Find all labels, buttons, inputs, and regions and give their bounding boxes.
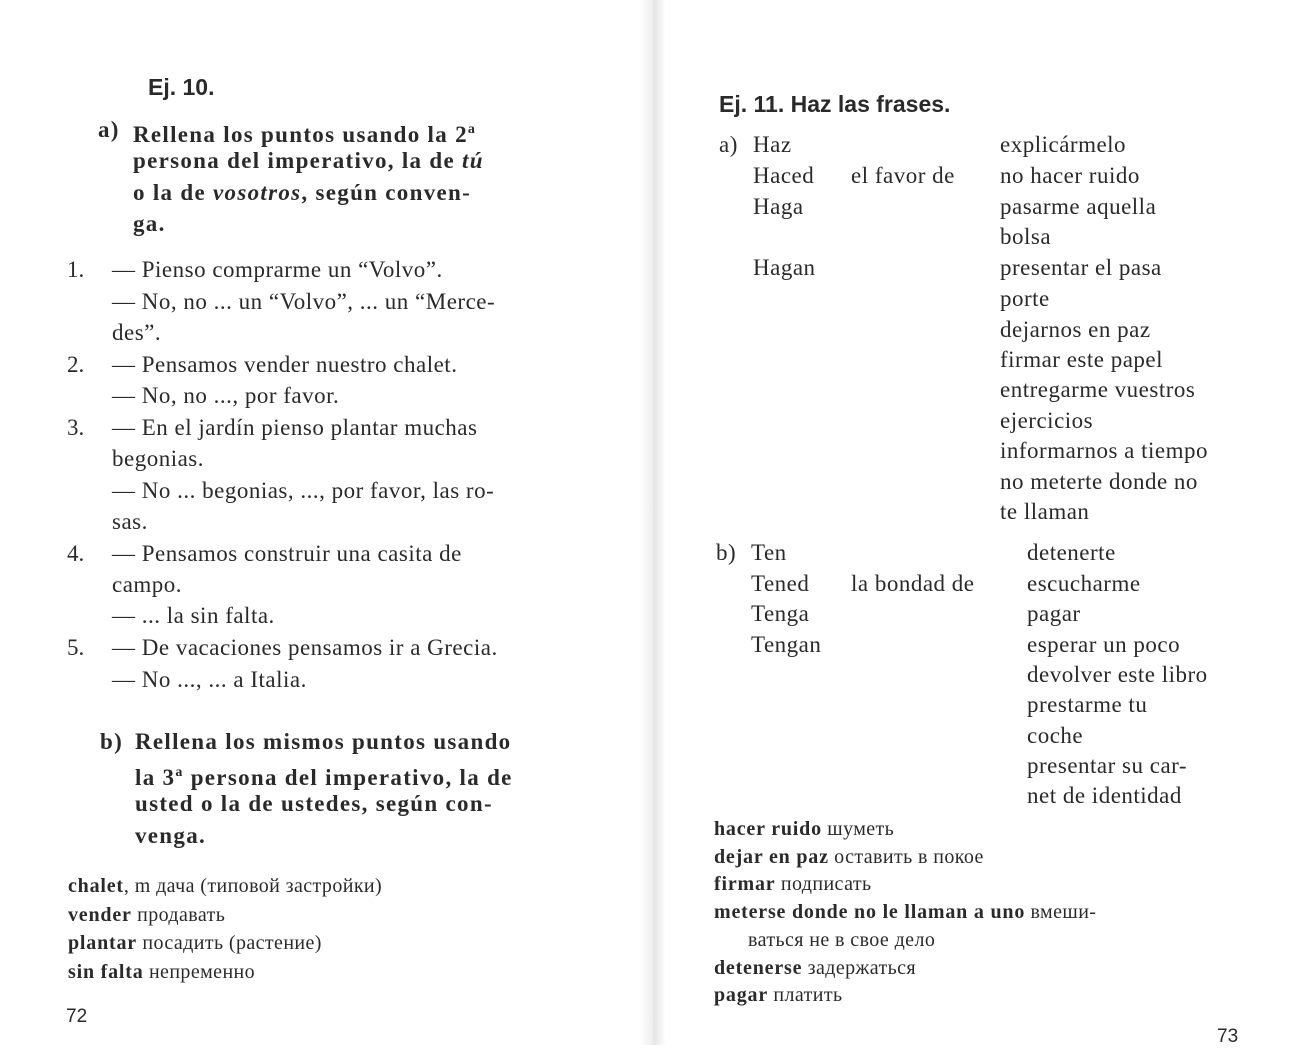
ending-line: te llaman xyxy=(1000,499,1090,524)
item-line: — Pienso comprarme un “Volvo”. xyxy=(112,257,443,282)
ending-line: net de identidad xyxy=(1027,783,1182,808)
item-number: 5. xyxy=(67,635,85,660)
item-line: — No, no ..., por favor. xyxy=(112,383,340,408)
instruction-line: ga. xyxy=(133,211,166,236)
instruction-line: Rellena los mismos puntos usando xyxy=(135,729,512,754)
verb-form: Haced xyxy=(753,163,815,188)
middle-phrase: el favor de xyxy=(851,163,955,188)
part-marker: b) xyxy=(716,540,737,565)
ending-line: detenerte xyxy=(1027,540,1116,565)
instruction-line: persona del imperativo, la de tú xyxy=(133,148,484,173)
part-marker: a) xyxy=(719,132,738,157)
ending-line: pasarme aquella xyxy=(1000,194,1157,219)
ending-line: no meterte donde no xyxy=(1000,469,1198,494)
part-marker: b) xyxy=(100,729,124,754)
item-number: 4. xyxy=(67,541,85,566)
item-line: — No, no ... un “Volvo”, ... un “Merce- xyxy=(112,289,496,314)
ending-line: prestarme tu xyxy=(1027,692,1148,717)
ending-line: firmar este papel xyxy=(1000,347,1164,372)
item-line: sas. xyxy=(112,509,148,534)
ending-line: ejercicios xyxy=(1000,408,1094,433)
vocab-entry: pagar платить xyxy=(714,984,843,1006)
exercise-title: Ej. 11. Haz las frases. xyxy=(719,91,951,117)
vocab-entry: vender продавать xyxy=(68,904,226,926)
verb-form: Haga xyxy=(753,194,804,219)
instruction-line: usted o la de ustedes, según con- xyxy=(135,791,493,816)
verb-form: Tengan xyxy=(751,632,822,657)
ending-line: bolsa xyxy=(1000,224,1052,249)
ending-line: informarnos a tiempo xyxy=(1000,438,1209,463)
vocab-entry: detenerse задержаться xyxy=(714,957,917,979)
item-number: 2. xyxy=(67,352,85,377)
vocab-entry: chalet, m дача (типовой застройки) xyxy=(68,875,383,897)
vocab-entry: dejar en paz оставить в покое xyxy=(714,846,984,868)
right-page xyxy=(650,0,1316,1045)
middle-phrase: la bondad de xyxy=(851,571,975,596)
verb-form: Haz xyxy=(753,132,792,157)
vocab-entry: hacer ruido шуметь xyxy=(714,818,895,840)
vocab-entry: plantar посадить (растение) xyxy=(68,932,322,954)
verb-form: Tenga xyxy=(751,601,810,626)
ending-line: presentar su car- xyxy=(1027,753,1188,778)
item-number: 1. xyxy=(67,257,85,282)
instruction-line: Rellena los puntos usando la 2$^a$ xyxy=(133,122,477,147)
item-line: — Pensamos construir una casita de xyxy=(112,541,462,566)
item-line: — No ..., ... a Italia. xyxy=(112,667,307,692)
ending-line: devolver este libro xyxy=(1027,662,1208,687)
verb-form: Ten xyxy=(751,540,787,565)
item-line: — En el jardín pienso plantar muchas xyxy=(112,415,478,440)
item-line: begonias. xyxy=(112,446,205,471)
left-page xyxy=(0,0,650,1045)
ending-line: escucharme xyxy=(1027,571,1141,596)
ending-line: coche xyxy=(1027,723,1084,748)
item-line: campo. xyxy=(112,572,183,597)
vocab-entry: sin falta непременно xyxy=(68,961,256,983)
vocab-entry: firmar подписать xyxy=(714,873,872,895)
verb-form: Hagan xyxy=(753,255,816,280)
vocab-entry-continuation: ваться не в свое дело xyxy=(748,929,936,951)
verb-form: Tened xyxy=(751,571,810,596)
item-line: des”. xyxy=(112,320,162,345)
ending-line: no hacer ruido xyxy=(1000,163,1140,188)
ending-line: explicármelo xyxy=(1000,132,1127,157)
page-number: 73 xyxy=(1217,1026,1239,1047)
ending-line: porte xyxy=(1000,286,1050,311)
item-line: — ... la sin falta. xyxy=(112,603,275,628)
vocab-entry: meterse donde no le llaman a uno вмеши- xyxy=(714,901,1097,923)
item-number: 3. xyxy=(67,415,85,440)
instruction-line: venga. xyxy=(135,823,207,848)
ending-line: dejarnos en paz xyxy=(1000,317,1151,342)
page-number: 72 xyxy=(66,1006,88,1027)
part-marker: a) xyxy=(98,117,120,142)
ending-line: esperar un poco xyxy=(1027,632,1181,657)
item-line: — No ... begonias, ..., por favor, las ro- xyxy=(112,478,495,503)
ending-line: presentar el pasa xyxy=(1000,255,1162,280)
instruction-line: o la de vosotros, según conven- xyxy=(133,180,472,205)
ending-line: entregarme vuestros xyxy=(1000,377,1196,402)
instruction-line: la 3$^a$ persona del imperativo, la de xyxy=(135,765,513,790)
exercise-title: Ej. 10. xyxy=(148,74,215,100)
item-line: — De vacaciones pensamos ir a Grecia. xyxy=(112,635,498,660)
item-line: — Pensamos vender nuestro chalet. xyxy=(112,352,458,377)
ending-line: pagar xyxy=(1027,601,1081,626)
